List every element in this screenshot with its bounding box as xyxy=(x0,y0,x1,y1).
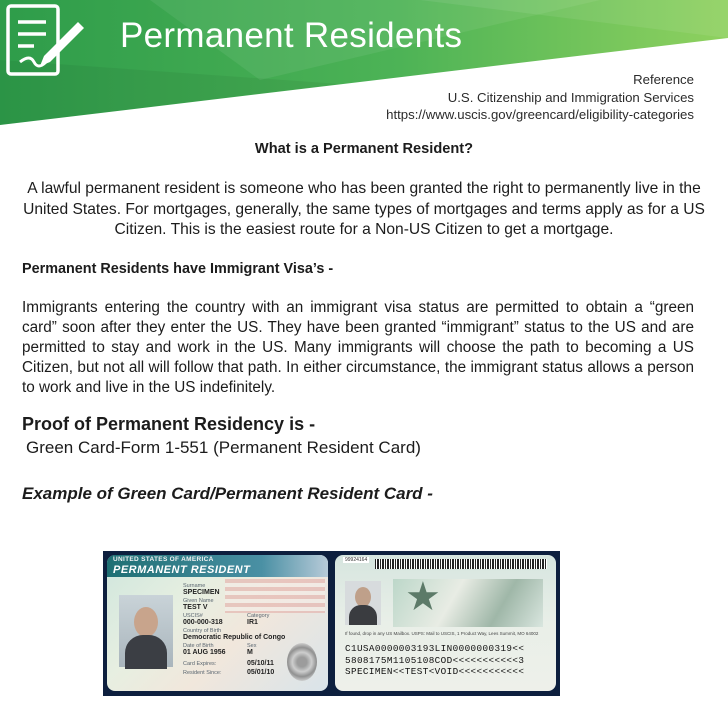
dob-value: 01 AUG 1956 xyxy=(183,649,226,656)
section1-body: A lawful permanent resident is someone who has been granted the right to permanently live in the United States. For mortgages, generally, the same types of mortgages and terms apply as for a US Citizen. This is the easiest route for a Non-US Citizen to get a mortgage. xyxy=(23,180,705,239)
dob-label: Date of Birth xyxy=(183,643,214,649)
proof-text: Green Card-Form 1-551 (Permanent Resident Card) xyxy=(26,438,421,457)
uscis-value: 000-000-318 xyxy=(183,619,223,626)
since-label: Resident Since: xyxy=(183,670,222,676)
example-heading: Example of Green Card/Permanent Resident Card - xyxy=(22,484,433,503)
birth-country-label: Country of Birth xyxy=(183,628,222,634)
reference-block xyxy=(386,71,694,124)
card-type: PERMANENT RESIDENT xyxy=(113,564,251,576)
card-back-notice: If found, drop in any US Mailbox. USPS: Mail to USCIS, 1 Product Way, Lees Summit, MO 64002 xyxy=(345,631,539,636)
surname-label: Surname xyxy=(183,583,206,589)
fingerprint-graphic xyxy=(287,643,317,681)
birth-country-value: Democratic Republic of Congo xyxy=(183,634,286,641)
sex-label: Sex xyxy=(247,643,257,649)
flag-graphic xyxy=(225,579,325,613)
expires-value: 05/10/11 xyxy=(247,660,274,667)
page-title: Permanent Residents xyxy=(120,16,463,55)
card-serial: 99924164 xyxy=(345,557,368,563)
category-label: Category xyxy=(247,613,270,619)
surname-value: SPECIMEN xyxy=(183,589,220,596)
mrz-line: SPECIMEN<<TEST<VOID<<<<<<<<<<< xyxy=(345,666,525,677)
green-card-image xyxy=(103,551,560,696)
document-pen-icon xyxy=(0,0,88,88)
proof-heading: Proof of Permanent Residency is - xyxy=(22,414,316,434)
card-back xyxy=(335,555,556,691)
section2-heading: Permanent Residents have Immigrant Visa’s - xyxy=(22,261,334,277)
card-back-photo xyxy=(345,581,381,625)
star-icon: ★ xyxy=(405,575,441,619)
machine-readable-zone xyxy=(345,643,524,678)
card-country: UNITED STATES OF AMERICA xyxy=(113,556,214,563)
mrz-line: 5808175M1105108COD<<<<<<<<<<<3 xyxy=(345,654,525,666)
section1-heading: What is a Permanent Resident? xyxy=(254,141,474,157)
mrz-line: C1USA0000003193LIN0000000319<< xyxy=(345,643,525,654)
reference-source: U.S. Citizenship and Immigration Services xyxy=(447,89,694,105)
barcode-graphic xyxy=(375,559,547,569)
card-front xyxy=(107,555,328,691)
given-name-label: Given Name xyxy=(183,598,214,604)
section2-body: Immigrants entering the country with an immigrant visa status are permitted to obtain a “green card” soon after they enter the US. They have been granted “immigrant” status to the US and are permitted to stay and work in the US. Many immigrants will choose the path to becoming a US Citizen, but not all will follow that path. In either circumstance, the immigrant status allows a person to work and live in the US indefinitely. xyxy=(22,299,694,397)
expires-label: Card Expires: xyxy=(183,661,217,667)
uscis-label: USCIS# xyxy=(183,613,203,619)
reference-label: Reference xyxy=(633,72,694,87)
card-photo xyxy=(119,595,173,667)
given-name-value: TEST V xyxy=(183,604,208,611)
since-value: 05/01/10 xyxy=(247,669,275,676)
category-value: IR1 xyxy=(247,619,258,626)
reference-url[interactable]: https://www.uscis.gov/greencard/eligibility-categories xyxy=(386,107,694,122)
sex-value: M xyxy=(247,649,253,656)
